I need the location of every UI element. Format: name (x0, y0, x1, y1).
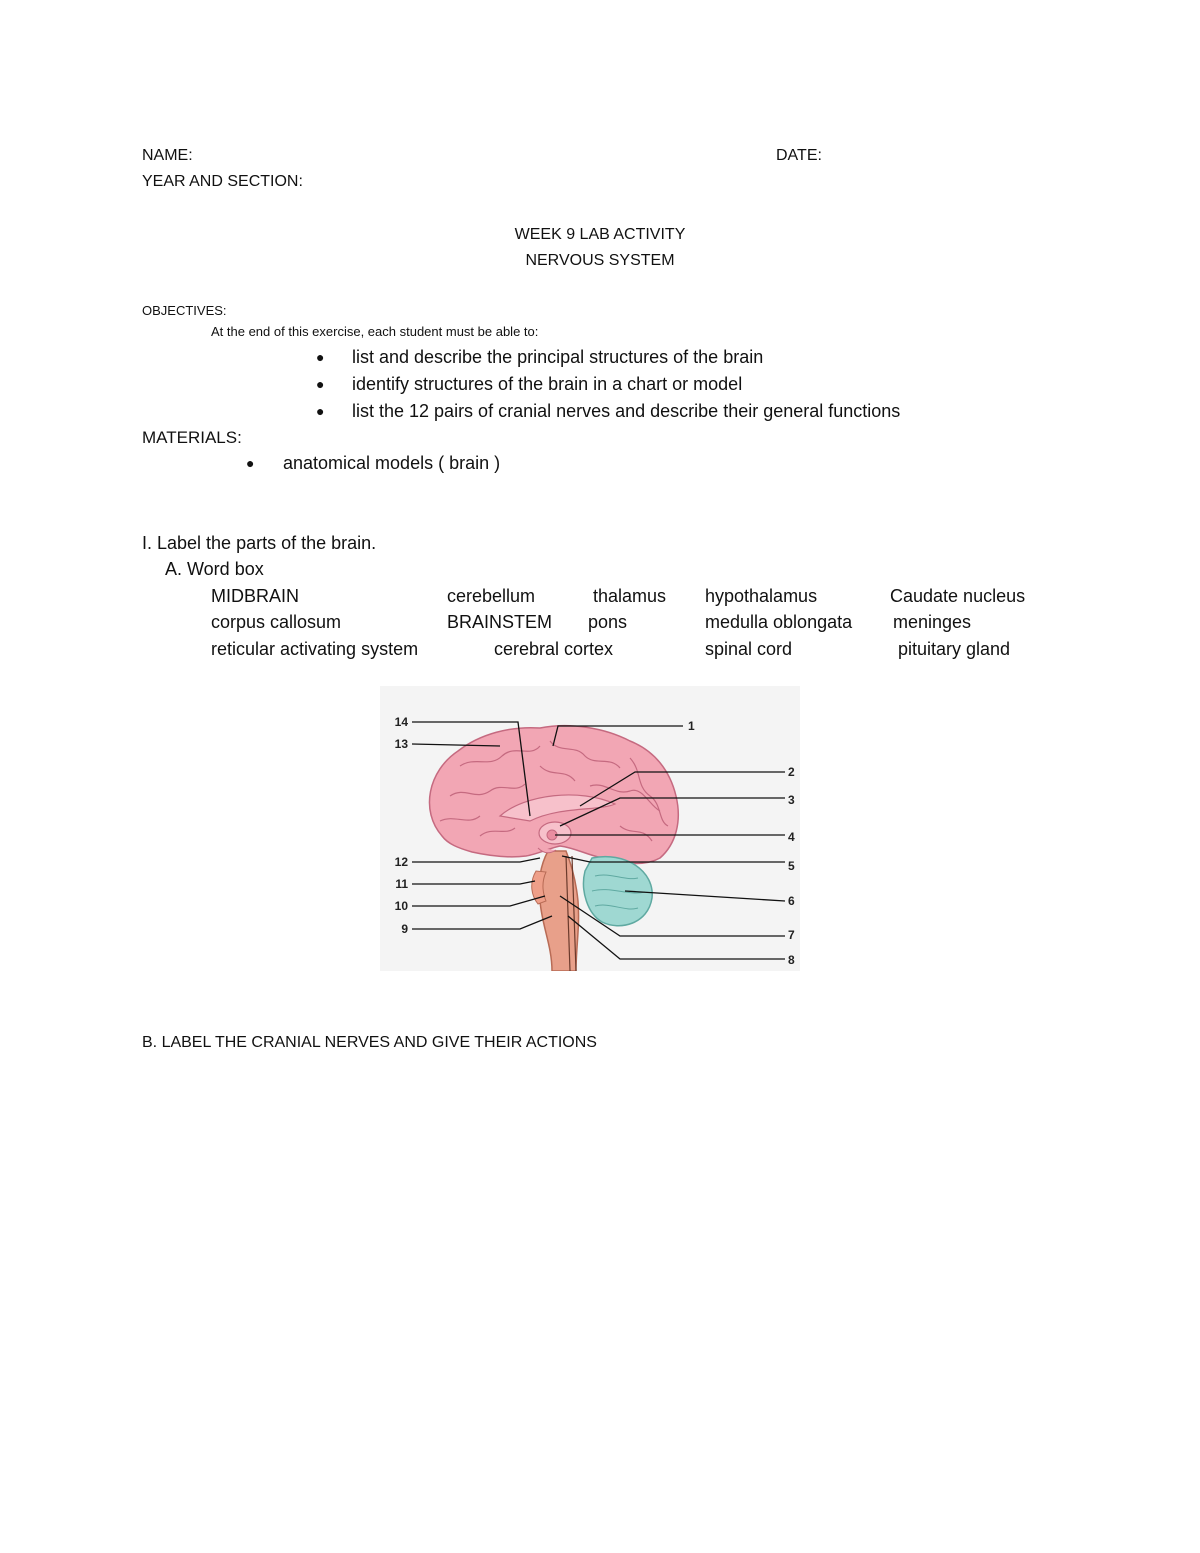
word-box-term: reticular activating system (211, 639, 419, 659)
diagram-number-label: 12 (394, 855, 408, 869)
word-box-term: Caudate nucleus (890, 586, 1026, 606)
name-label: NAME: (142, 147, 193, 164)
word-box-term: hypothalamus (705, 586, 818, 606)
diagram-number-label: 14 (394, 715, 408, 729)
word-box-term: spinal cord (705, 639, 793, 659)
word-box-heading: A. Word box (165, 559, 264, 579)
objectives-heading: OBJECTIVES: (142, 303, 227, 318)
word-box-term: medulla oblongata (705, 612, 853, 632)
objectives-intro: At the end of this exercise, each student must be able to: (211, 324, 539, 339)
diagram-number-label: 9 (401, 922, 408, 936)
diagram-number-label: 5 (788, 859, 795, 873)
page-subtitle: NERVOUS SYSTEM (525, 252, 675, 269)
bullet-icon: ● (316, 403, 325, 419)
diagram-number-label: 13 (394, 737, 408, 751)
diagram-number-label: 10 (394, 899, 408, 913)
word-box-term: pituitary gland (898, 639, 1011, 659)
bullet-icon: ● (246, 455, 255, 471)
section-b-heading: B. LABEL THE CRANIAL NERVES AND GIVE THEIR ACTIONS (142, 1034, 597, 1051)
bullet-icon: ● (316, 376, 325, 392)
diagram-number-label: 1 (688, 719, 695, 733)
word-box-term: MIDBRAIN (211, 586, 300, 606)
objective-item: list the 12 pairs of cranial nerves and describe their general functions (352, 401, 901, 421)
diagram-number-label: 7 (788, 928, 795, 942)
section-1-heading: I. Label the parts of the brain. (142, 533, 377, 553)
word-box-term: cerebellum (447, 586, 536, 606)
word-box-term: corpus callosum (211, 612, 342, 632)
diagram-number-label: 2 (788, 765, 795, 779)
objective-item: list and describe the principal structures of the brain (352, 347, 764, 367)
word-box-term: meninges (893, 612, 972, 632)
word-box-term: cerebral cortex (494, 639, 614, 659)
diagram-number-label: 11 (395, 877, 408, 891)
word-box-term: thalamus (593, 586, 667, 606)
diagram-number-label: 4 (788, 830, 795, 844)
word-box-term: pons (588, 612, 628, 632)
year-section-label: YEAR AND SECTION: (142, 173, 303, 190)
word-box-term: BRAINSTEM (447, 612, 553, 632)
material-item: anatomical models ( brain ) (283, 453, 501, 473)
diagram-number-label: 3 (788, 793, 795, 807)
date-label: DATE: (776, 147, 822, 164)
page-title: WEEK 9 LAB ACTIVITY (514, 226, 686, 243)
objective-item: identify structures of the brain in a chart or model (352, 374, 743, 394)
materials-heading: MATERIALS: (142, 428, 242, 447)
diagram-number-label: 6 (788, 894, 795, 908)
bullet-icon: ● (316, 349, 325, 365)
brain-diagram (380, 686, 800, 971)
diagram-number-label: 8 (788, 953, 795, 967)
